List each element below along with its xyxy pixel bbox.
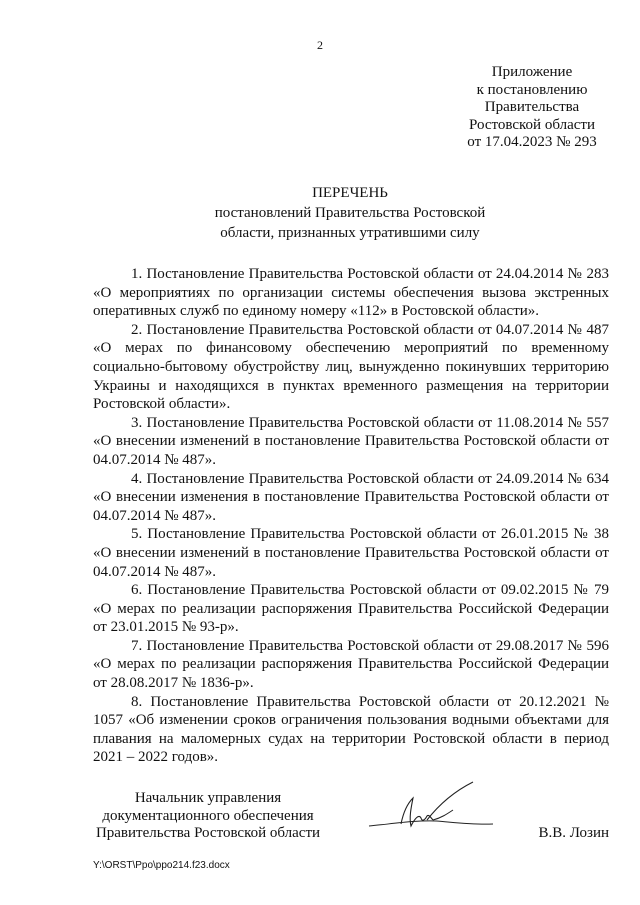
title-heading: ПЕРЕЧЕНЬ xyxy=(312,185,388,201)
signature-block xyxy=(93,790,609,850)
appendix-line: от 17.04.2023 № 293 xyxy=(467,134,597,150)
list-item: 1. Постановление Правительства Ростовской области от 24.04.2014 № 283 «О мероприятиях по организации системы обеспечения вызова экстренных оперативных служб по единому номеру «112» в Ростовской области». xyxy=(93,266,609,320)
signatory-position-line: документационного обеспечения xyxy=(102,807,314,824)
list-item: 8. Постановление Правительства Ростовской области от 20.12.2021 № 1057 «Об изменении сроков ограничения пользования водными объектами для плавания на маломерных судах на территории Ростовской области в период 2021 – 2022 годов». xyxy=(93,693,609,766)
resolutions-list xyxy=(93,265,609,767)
document-title xyxy=(180,183,520,243)
list-item: 6. Постановление Правительства Ростовской области от 09.02.2015 № 79 «О мерах по реализации распоряжения Правительства Российской Федерации от 23.01.2015 № 93-р». xyxy=(93,582,609,636)
page-number: 2 xyxy=(317,38,323,52)
list-item: 4. Постановление Правительства Ростовской области от 24.09.2014 № 634 «О внесении изменения в постановление Правительства Ростовской области от 04.07.2014 № 487». xyxy=(93,470,609,524)
appendix-line: к постановлению xyxy=(476,81,588,98)
handwritten-signature xyxy=(361,780,501,840)
appendix-line: Правительства xyxy=(484,99,580,115)
signatory-position xyxy=(93,790,323,843)
file-path: Y:\ORST\Ppo\ppo214.f23.docx xyxy=(93,860,230,871)
signatory-name: В.В. Лозин xyxy=(538,825,609,841)
title-subtitle-line: постановлений Правительства Ростовской xyxy=(214,205,486,221)
list-item: 7. Постановление Правительства Ростовской области от 29.08.2017 № 596 «О мерах по реализации распоряжения Правительства Российской Федерации от 28.08.2017 № 1836-р». xyxy=(93,637,609,692)
signatory-position-line: Начальник управления xyxy=(134,790,282,806)
appendix-line: Приложение xyxy=(491,64,573,80)
signatory-position-line: Правительства Ростовской области xyxy=(95,825,321,841)
list-item: 3. Постановление Правительства Ростовской области от 11.08.2014 № 557 «О внесении изменений в постановление Правительства Ростовской области от 04.07.2014 № 487». xyxy=(93,414,609,468)
title-subtitle-line: области, признанных утратившими силу xyxy=(220,225,480,241)
list-item: 2. Постановление Правительства Ростовской области от 04.07.2014 № 487 «О мерах по финансовому обеспечению мероприятий по временному социально-бытовому обустройству лиц, вынужденно покинувших территорию Украины и находящихся в пунктах временного размещения на территории Ростовской области». xyxy=(93,321,609,413)
list-item: 5. Постановление Правительства Ростовской области от 26.01.2015 № 38 «О внесении изменений в постановление Правительства Ростовской области от 04.07.2014 № 487». xyxy=(93,526,609,580)
appendix-line: Ростовской области xyxy=(469,116,595,133)
appendix-block xyxy=(432,64,632,152)
